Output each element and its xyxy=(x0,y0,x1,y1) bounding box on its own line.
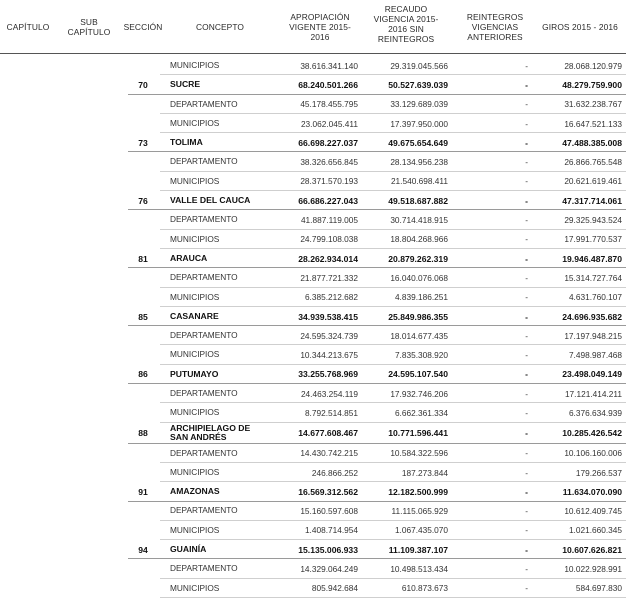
reintegros-cell: - xyxy=(525,253,528,264)
giros-cell: 24.696.935.682 xyxy=(562,311,622,322)
reintegros-cell: - xyxy=(525,388,528,399)
table-row xyxy=(0,444,626,463)
apropiacion-cell: 16.569.312.562 xyxy=(298,486,358,497)
apropiacion-cell: 38.616.341.140 xyxy=(300,60,358,71)
reintegros-cell: - xyxy=(525,215,528,226)
recaudo-cell: 10.771.596.441 xyxy=(388,428,448,439)
reintegros-cell: - xyxy=(525,79,528,90)
table-row xyxy=(0,230,626,249)
recaudo-cell: 18.804.268.966 xyxy=(390,234,448,245)
giros-cell: 10.022.928.991 xyxy=(564,564,622,575)
section-row xyxy=(0,423,626,444)
reintegros-cell: - xyxy=(525,157,528,168)
giros-cell: 47.317.714.061 xyxy=(562,195,622,206)
table-row xyxy=(0,345,626,364)
apropiacion-cell: 34.939.538.415 xyxy=(298,311,358,322)
recaudo-cell: 610.873.673 xyxy=(401,583,448,594)
table-row xyxy=(0,210,626,229)
reintegros-cell: - xyxy=(525,583,528,594)
header-giros: GIROS 2015 - 2016 xyxy=(542,22,618,32)
table-row xyxy=(0,579,626,598)
giros-cell: 26.866.765.548 xyxy=(564,157,622,168)
reintegros-cell: - xyxy=(525,369,528,380)
table-header xyxy=(0,4,626,52)
recaudo-cell: 11.115.065.929 xyxy=(391,506,448,517)
giros-cell: 179.266.537 xyxy=(575,467,622,478)
concept-cell: MUNICIPIOS xyxy=(170,291,220,302)
concept-cell: MUNICIPIOS xyxy=(170,59,220,70)
giros-cell: 4.631.760.107 xyxy=(568,292,622,303)
section-number: 81 xyxy=(138,253,148,264)
giros-cell: 1.021.660.345 xyxy=(568,525,622,536)
apropiacion-cell: 38.326.656.845 xyxy=(300,157,358,168)
giros-cell: 6.376.634.939 xyxy=(568,407,622,418)
concept-cell: DEPARTAMENTO xyxy=(170,505,238,516)
concept-cell: MUNICIPIOS xyxy=(170,117,220,128)
section-number xyxy=(128,95,158,114)
concept-cell: DEPARTAMENTO xyxy=(170,330,238,341)
recaudo-cell: 11.109.387.107 xyxy=(388,544,448,555)
reintegros-cell: - xyxy=(525,525,528,536)
concept-cell: SUCRE xyxy=(170,79,201,90)
header-reintegros: REINTEGROS VIGENCIAS ANTERIORES xyxy=(466,12,524,42)
reintegros-cell: - xyxy=(525,118,528,129)
reintegros-cell: - xyxy=(525,486,528,497)
section-number: 70 xyxy=(138,79,148,90)
table-row xyxy=(0,502,626,521)
apropiacion-cell: 24.463.254.119 xyxy=(300,388,358,399)
section-number xyxy=(128,326,158,345)
reintegros-cell: - xyxy=(525,350,528,361)
section-number xyxy=(128,152,158,171)
apropiacion-cell: 14.329.064.249 xyxy=(300,564,358,575)
apropiacion-cell: 10.344.213.675 xyxy=(300,350,358,361)
reintegros-cell: - xyxy=(525,448,528,459)
apropiacion-cell: 6.385.212.682 xyxy=(304,292,358,303)
apropiacion-cell: 66.698.227.037 xyxy=(298,137,358,148)
giros-cell: 16.647.521.133 xyxy=(564,118,622,129)
giros-cell: 47.488.385.008 xyxy=(562,137,622,148)
recaudo-cell: 24.595.107.540 xyxy=(388,369,448,380)
concept-cell: DEPARTAMENTO xyxy=(170,563,238,574)
concept-cell: DEPARTAMENTO xyxy=(170,214,238,225)
section-number: 94 xyxy=(138,544,148,555)
section-number xyxy=(128,210,158,229)
apropiacion-cell: 21.877.721.332 xyxy=(300,272,358,283)
reintegros-cell: - xyxy=(525,428,528,439)
table-row xyxy=(0,463,626,482)
section-number xyxy=(128,444,158,463)
giros-cell: 10.607.626.821 xyxy=(562,544,622,555)
apropiacion-cell: 8.792.514.851 xyxy=(304,407,358,418)
recaudo-cell: 7.835.308.920 xyxy=(394,350,448,361)
reintegros-cell: - xyxy=(525,292,528,303)
concept-cell: DEPARTAMENTO xyxy=(170,156,238,167)
section-row xyxy=(0,307,626,326)
giros-cell: 17.991.770.537 xyxy=(564,234,622,245)
section-number: 88 xyxy=(138,428,148,439)
section-number xyxy=(128,268,158,287)
section-number xyxy=(128,384,158,403)
apropiacion-cell: 41.887.119.005 xyxy=(300,215,358,226)
recaudo-cell: 18.014.677.435 xyxy=(390,330,448,341)
section-number xyxy=(128,230,158,249)
table-body xyxy=(0,56,626,598)
section-number xyxy=(128,502,158,521)
apropiacion-cell: 246.866.252 xyxy=(311,467,358,478)
apropiacion-cell: 45.178.455.795 xyxy=(300,99,358,110)
table-row xyxy=(0,384,626,403)
header-apropiacion: APROPIACIÓN VIGENTE 2015-2016 xyxy=(289,12,351,42)
giros-cell: 48.279.759.900 xyxy=(562,79,622,90)
concept-cell: MUNICIPIOS xyxy=(170,407,220,418)
concept-cell: DEPARTAMENTO xyxy=(170,98,238,109)
recaudo-cell: 21.540.698.411 xyxy=(390,176,448,187)
concept-cell: MUNICIPIOS xyxy=(170,233,220,244)
table-row xyxy=(0,152,626,171)
concept-cell: DEPARTAMENTO xyxy=(170,272,238,283)
table-row xyxy=(0,559,626,578)
table-row xyxy=(0,521,626,540)
giros-cell: 11.634.070.090 xyxy=(562,486,622,497)
giros-cell: 23.498.049.149 xyxy=(562,369,622,380)
header-subcapitulo: SUB CAPÍTULO xyxy=(67,17,111,37)
apropiacion-cell: 24.595.324.739 xyxy=(300,330,358,341)
apropiacion-cell: 15.135.006.933 xyxy=(298,544,358,555)
header-recaudo: RECAUDO VIGENCIA 2015-2016 SIN REINTEGROS xyxy=(373,4,439,44)
recaudo-cell: 33.129.689.039 xyxy=(390,99,448,110)
section-number xyxy=(128,56,158,75)
recaudo-cell: 50.527.639.039 xyxy=(388,79,448,90)
section-row xyxy=(0,482,626,501)
table-row xyxy=(0,288,626,307)
reintegros-cell: - xyxy=(525,99,528,110)
apropiacion-cell: 33.255.768.969 xyxy=(298,369,358,380)
section-number xyxy=(128,579,158,598)
apropiacion-cell: 14.430.742.215 xyxy=(300,448,358,459)
concept-cell: DEPARTAMENTO xyxy=(170,447,238,458)
apropiacion-cell: 28.371.570.193 xyxy=(300,176,358,187)
section-number xyxy=(128,403,158,422)
section-number xyxy=(128,463,158,482)
concept-cell: GUAINÍA xyxy=(170,544,207,555)
recaudo-cell: 1.067.435.070 xyxy=(394,525,448,536)
concept-cell: MUNICIPIOS xyxy=(170,466,220,477)
recaudo-cell: 17.397.950.000 xyxy=(390,118,448,129)
apropiacion-cell: 24.799.108.038 xyxy=(300,234,358,245)
section-number xyxy=(128,559,158,578)
section-number xyxy=(128,521,158,540)
recaudo-cell: 6.662.361.334 xyxy=(394,407,448,418)
recaudo-cell: 4.839.186.251 xyxy=(394,292,448,303)
concept-cell: MUNICIPIOS xyxy=(170,349,220,360)
giros-cell: 31.632.238.767 xyxy=(564,99,622,110)
section-row xyxy=(0,249,626,268)
reintegros-cell: - xyxy=(525,564,528,575)
giros-cell: 584.697.830 xyxy=(575,583,622,594)
concept-cell: CASANARE xyxy=(170,310,219,321)
recaudo-cell: 10.498.513.434 xyxy=(390,564,448,575)
apropiacion-cell: 28.262.934.014 xyxy=(298,253,358,264)
reintegros-cell: - xyxy=(525,311,528,322)
section-number: 86 xyxy=(138,369,148,380)
section-number: 91 xyxy=(138,486,148,497)
recaudo-cell: 12.182.500.999 xyxy=(388,486,448,497)
giros-cell: 15.314.727.764 xyxy=(564,272,622,283)
section-number xyxy=(128,288,158,307)
section-number xyxy=(128,172,158,191)
giros-cell: 20.621.619.461 xyxy=(564,176,622,187)
section-row xyxy=(0,540,626,559)
recaudo-cell: 29.319.045.566 xyxy=(390,60,448,71)
reintegros-cell: - xyxy=(525,272,528,283)
section-number xyxy=(128,114,158,133)
concept-cell: AMAZONAS xyxy=(170,486,220,497)
recaudo-cell: 187.273.844 xyxy=(401,467,448,478)
reintegros-cell: - xyxy=(525,137,528,148)
recaudo-cell: 17.932.746.206 xyxy=(390,388,448,399)
apropiacion-cell: 1.408.714.954 xyxy=(304,525,358,536)
section-row xyxy=(0,75,626,94)
giros-cell: 28.068.120.979 xyxy=(564,60,622,71)
giros-cell: 17.121.414.211 xyxy=(564,388,622,399)
table-row xyxy=(0,326,626,345)
apropiacion-cell: 14.677.608.467 xyxy=(298,428,358,439)
table-row xyxy=(0,114,626,133)
reintegros-cell: - xyxy=(525,467,528,478)
giros-cell: 7.498.987.468 xyxy=(568,350,622,361)
table-row xyxy=(0,403,626,422)
section-number: 73 xyxy=(138,137,148,148)
section-number xyxy=(128,345,158,364)
concept-cell: MUNICIPIOS xyxy=(170,175,220,186)
table-row xyxy=(0,172,626,191)
recaudo-cell: 49.518.687.882 xyxy=(388,195,448,206)
recaudo-cell: 10.584.322.596 xyxy=(390,448,448,459)
reintegros-cell: - xyxy=(525,544,528,555)
header-seccion: SECCIÓN xyxy=(123,22,163,32)
section-row xyxy=(0,191,626,210)
section-row xyxy=(0,133,626,152)
recaudo-cell: 25.849.986.355 xyxy=(388,311,448,322)
giros-cell: 10.612.409.745 xyxy=(564,506,622,517)
reintegros-cell: - xyxy=(525,176,528,187)
recaudo-cell: 20.879.262.319 xyxy=(388,253,448,264)
section-number: 85 xyxy=(138,311,148,322)
recaudo-cell: 16.040.076.068 xyxy=(390,272,448,283)
header-capitulo: CAPÍTULO xyxy=(6,22,50,32)
reintegros-cell: - xyxy=(525,407,528,418)
apropiacion-cell: 68.240.501.266 xyxy=(298,79,358,90)
apropiacion-cell: 15.160.597.608 xyxy=(300,506,358,517)
giros-cell: 10.285.426.542 xyxy=(562,428,622,439)
table-row xyxy=(0,56,626,75)
section-row xyxy=(0,365,626,384)
recaudo-cell: 30.714.418.915 xyxy=(390,215,448,226)
apropiacion-cell: 23.062.045.411 xyxy=(300,118,358,129)
section-number: 76 xyxy=(138,195,148,206)
giros-cell: 29.325.943.524 xyxy=(564,215,622,226)
concept-cell: MUNICIPIOS xyxy=(170,524,220,535)
giros-cell: 19.946.487.870 xyxy=(562,253,622,264)
giros-cell: 17.197.948.215 xyxy=(564,330,622,341)
reintegros-cell: - xyxy=(525,330,528,341)
concept-cell: TOLIMA xyxy=(170,137,203,148)
reintegros-cell: - xyxy=(525,506,528,517)
recaudo-cell: 49.675.654.649 xyxy=(388,137,448,148)
table-row xyxy=(0,268,626,287)
apropiacion-cell: 805.942.684 xyxy=(311,583,358,594)
reintegros-cell: - xyxy=(525,60,528,71)
concept-cell: PUTUMAYO xyxy=(170,368,219,379)
concept-cell: ARAUCA xyxy=(170,252,208,263)
row-divider xyxy=(160,597,626,598)
reintegros-cell: - xyxy=(525,234,528,245)
giros-cell: 10.106.160.006 xyxy=(564,448,622,459)
table-row xyxy=(0,95,626,114)
reintegros-cell: - xyxy=(525,195,528,206)
header-divider xyxy=(0,53,626,54)
apropiacion-cell: 66.686.227.043 xyxy=(298,195,358,206)
concept-cell: MUNICIPIOS xyxy=(170,582,220,593)
concept-cell: ARCHIPIELAGO DE SAN ANDRÉS xyxy=(170,422,251,443)
concept-cell: VALLE DEL CAUCA xyxy=(170,195,251,206)
header-concepto: CONCEPTO xyxy=(195,22,245,32)
recaudo-cell: 28.134.956.238 xyxy=(390,157,448,168)
concept-cell: DEPARTAMENTO xyxy=(170,387,238,398)
